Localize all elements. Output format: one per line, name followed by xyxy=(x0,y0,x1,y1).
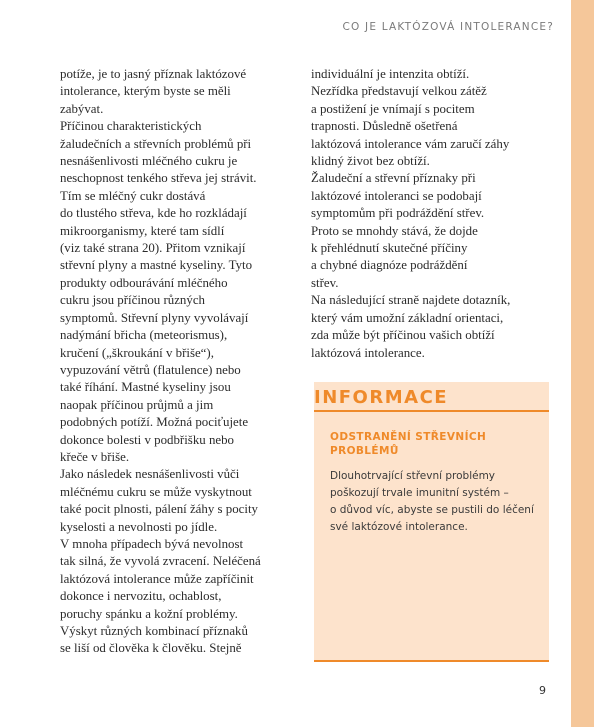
text-line: symptomům při podráždění střev. xyxy=(311,206,485,221)
left-text-column xyxy=(60,66,292,658)
text-line: klidný život bez obtíží. xyxy=(311,154,430,169)
text-line: který vám umožní základní orientaci, xyxy=(311,310,504,325)
text-line: poruchy spánku a kožní problémy. xyxy=(60,606,238,621)
info-text-line: Dlouhotrvající střevní problémy xyxy=(330,470,496,482)
page-edge-color-strip xyxy=(571,0,594,727)
text-line: vypuzování větrů (flatulence) nebo xyxy=(60,362,241,377)
running-head: CO JE LAKTÓZOVÁ INTOLERANCE? xyxy=(342,21,554,33)
text-line: V mnoha případech bývá nevolnost xyxy=(60,536,244,551)
text-line: k přehlédnutí skutečné příčiny xyxy=(311,241,468,256)
text-line: dokonce i nervozitu, ochablost, xyxy=(60,589,222,604)
text-line: střev. xyxy=(311,275,339,290)
text-line: neschopnost tenkého střeva jej strávit. xyxy=(60,171,257,186)
text-line: Tím se mléčný cukr dostává xyxy=(60,188,206,203)
text-line: mléčnému cukru se může vyskytnout xyxy=(60,484,252,499)
text-line: Nezřídka představují velkou zátěž xyxy=(311,84,487,99)
text-line: produkty odbourávání mléčného xyxy=(60,275,228,290)
text-line: Výskyt různých kombinací příznaků xyxy=(60,624,248,638)
text-line: křeče v břiše. xyxy=(60,449,130,464)
text-line: Proto se mnohdy stává, že dojde xyxy=(311,223,478,238)
text-line: také říhání. Mastné kyseliny jsou xyxy=(60,380,231,395)
text-line: laktózové intoleranci se podobají xyxy=(311,188,482,203)
info-text-line: poškozují trvale imunitní systém – xyxy=(330,487,509,499)
text-line: Příčinou charakteristických xyxy=(60,119,202,134)
text-line: Žaludeční a střevní příznaky při xyxy=(311,171,476,186)
text-line: (viz také strana 20). Přitom vznikají xyxy=(60,241,246,256)
text-line: laktózová intolerance může zapříčinit xyxy=(60,571,254,586)
text-line: intolerance, kterým byste se měli xyxy=(60,84,231,99)
info-box-bottom-rule xyxy=(314,660,549,662)
text-line: kyselosti a nevolnosti po jídle. xyxy=(60,519,218,534)
text-line: zda může být příčinou vašich obtíží xyxy=(311,328,495,343)
text-line: podobných potíží. Možná pociťujete xyxy=(60,415,249,430)
text-line: do tlustého střeva, kde ho rozkládají xyxy=(60,206,247,221)
text-line: naopak příčinou průjmů a jim xyxy=(60,397,214,412)
text-line: a postižení je vnímají s pocitem xyxy=(311,101,475,116)
text-line: dokonce bolesti v podbřišku nebo xyxy=(60,432,234,447)
text-line: se liší od člověka k člověku. Stejně xyxy=(60,641,242,656)
text-line: žaludečních a střevních problémů při xyxy=(60,136,252,151)
text-line: Na následující straně najdete dotazník, xyxy=(311,293,511,308)
info-box-heading: INFORMACE xyxy=(314,387,449,408)
text-line: zabývat. xyxy=(60,101,104,116)
info-box-subheading: ODSTRANĚNÍ STŘEVNÍCH PROBLÉMŮ xyxy=(330,431,487,457)
text-line: potíže, je to jasný příznak laktózové xyxy=(60,67,247,81)
text-line: Jako následek nesnášenlivosti vůči xyxy=(60,467,240,482)
text-line: nesnášenlivosti mléčného cukru je xyxy=(60,154,238,169)
page-number: 9 xyxy=(539,684,546,697)
text-line: laktózová intolerance. xyxy=(311,345,425,360)
info-text-line: o důvod víc, abyste se pustili do léčení xyxy=(330,504,534,516)
text-line: také pocit plnosti, pálení žáhy s pocity xyxy=(60,502,258,517)
text-line: symptomů. Střevní plyny vyvolávají xyxy=(60,310,249,325)
info-text-line: své laktózové intolerance. xyxy=(330,521,468,533)
info-box-body xyxy=(330,468,535,536)
text-line: individuální je intenzita obtíží. xyxy=(311,67,470,81)
text-line: tak silná, že vyvolá zvracení. Neléčená xyxy=(60,554,261,569)
text-line: laktózová intolerance vám zaručí záhy xyxy=(311,136,510,151)
right-text-column xyxy=(311,66,549,362)
text-line: cukru jsou příčinou různých xyxy=(60,293,205,308)
text-line: a chybné diagnóze podráždění xyxy=(311,258,468,273)
text-line: střevní plyny a mastné kyseliny. Tyto xyxy=(60,258,253,273)
info-box-heading-rule xyxy=(314,410,549,412)
text-line: mikroorganismy, které tam sídlí xyxy=(60,223,225,238)
text-line: kručení („škroukání v břiše“), xyxy=(60,345,214,360)
text-line: nadýmání břicha (meteorismus), xyxy=(60,328,228,343)
text-line: trapnosti. Důsledně ošetřená xyxy=(311,119,458,134)
